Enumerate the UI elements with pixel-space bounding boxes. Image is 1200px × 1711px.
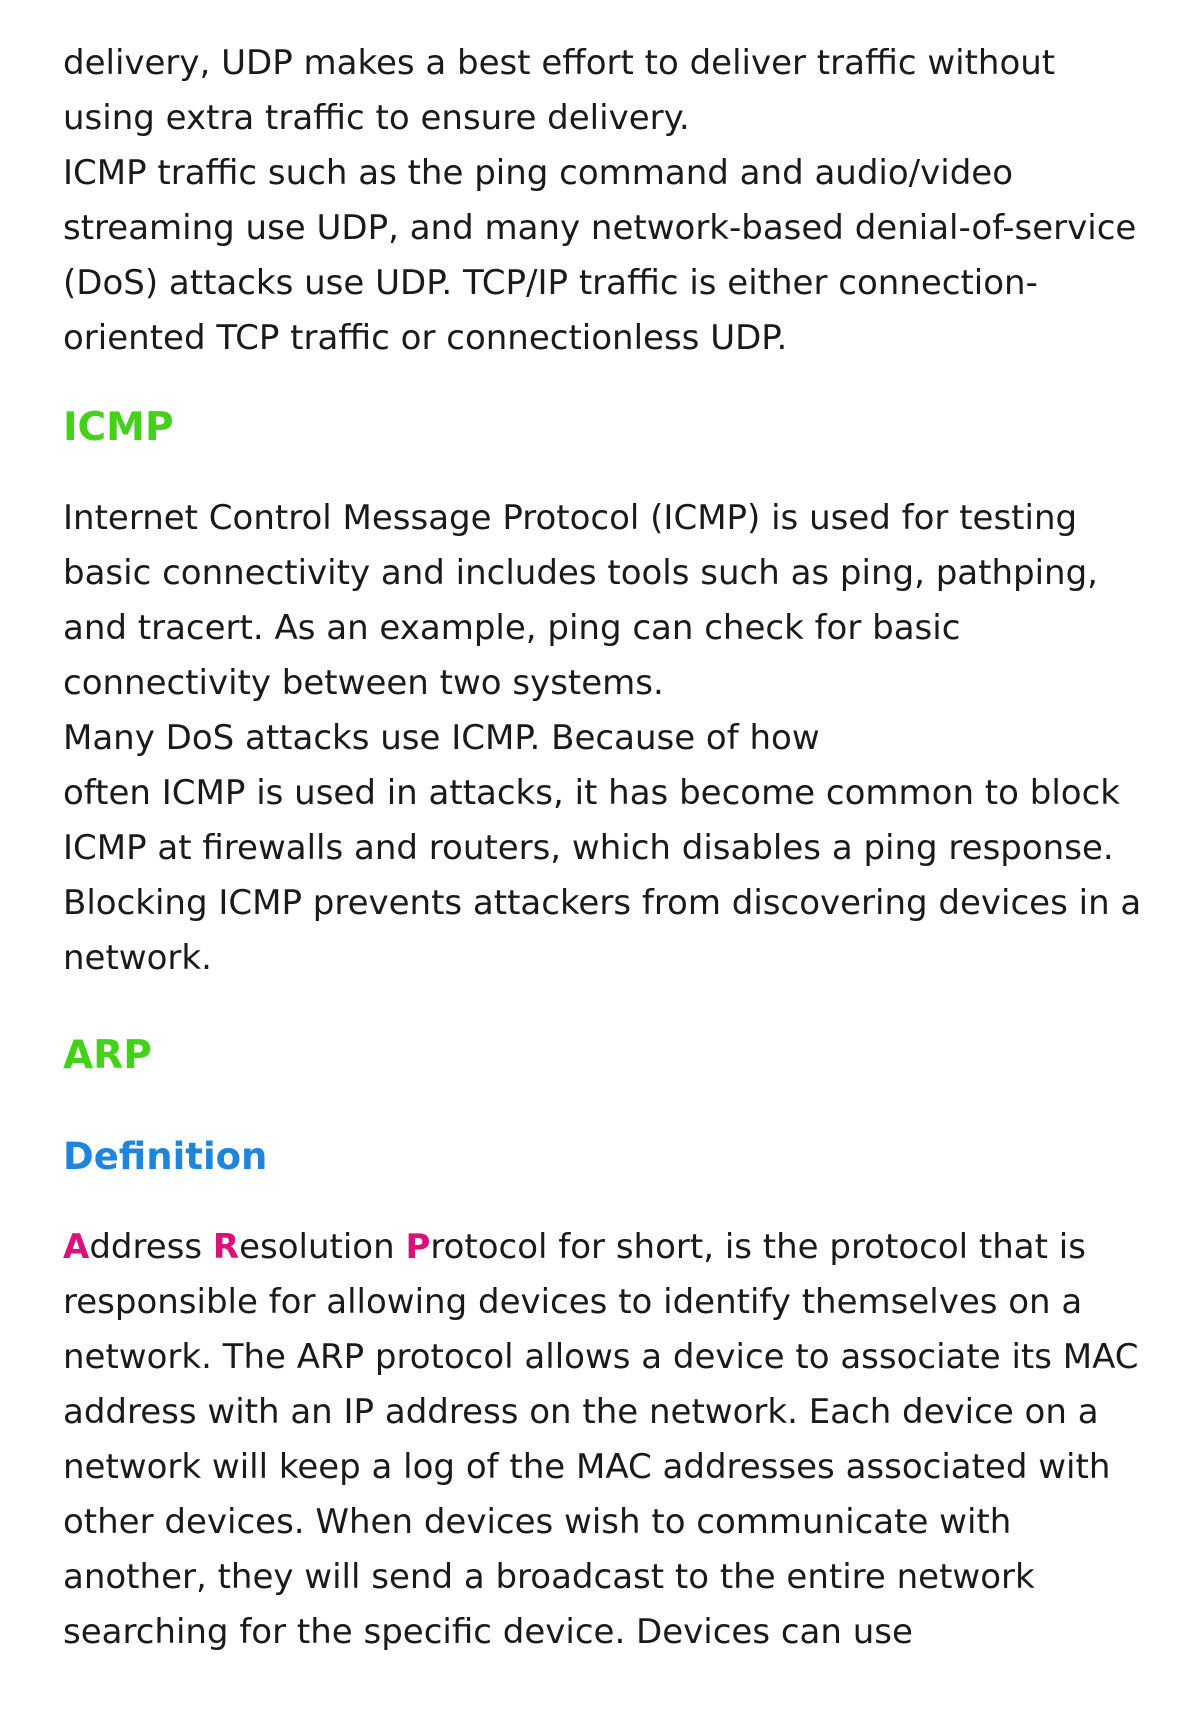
acronym-letter-r: R — [212, 1227, 240, 1267]
arp-heading: ARP — [63, 1033, 152, 1078]
text-line: network. The ARP protocol allows a device to associate its MAC — [63, 1337, 1139, 1377]
text-line: (DoS) attacks use UDP. TCP/IP traffic is either connection- — [63, 263, 1038, 303]
icmp-heading: ICMP — [63, 405, 174, 450]
text-line: delivery, UDP makes a best effort to deliver traffic without — [63, 43, 1056, 83]
arp-paragraph — [63, 1220, 1143, 1660]
text-line: often ICMP is used in attacks, it has become common to block — [63, 773, 1120, 813]
text-line: basic connectivity and includes tools such as ping, pathping, — [63, 553, 1098, 593]
text-line: Many DoS attacks use ICMP. Because of how — [63, 718, 820, 758]
udp-paragraph — [63, 36, 1143, 366]
text-line: using extra traffic to ensure delivery. — [63, 98, 690, 138]
text-line: ICMP traffic such as the ping command and audio/video — [63, 153, 1013, 193]
text-line: network. — [63, 938, 212, 978]
text-line: streaming use UDP, and many network-based denial-of-service — [63, 208, 1137, 248]
text-line: another, they will send a broadcast to the entire network — [63, 1557, 1035, 1597]
text-line: and tracert. As an example, ping can check for basic — [63, 608, 961, 648]
acronym-letter-p: P — [405, 1227, 431, 1267]
text-line-acronym — [63, 1220, 1143, 1275]
text-line: connectivity between two systems. — [63, 663, 664, 703]
text-line: network will keep a log of the MAC addresses associated with — [63, 1447, 1111, 1487]
text-fragment: esolution — [239, 1227, 406, 1267]
text-line: other devices. When devices wish to communicate with — [63, 1502, 1012, 1542]
text-line: address with an IP address on the network. Each device on a — [63, 1392, 1099, 1432]
text-line: responsible for allowing devices to identify themselves on a — [63, 1282, 1083, 1322]
text-line: Internet Control Message Protocol (ICMP) is used for testing — [63, 498, 1078, 538]
document-body — [63, 36, 1143, 1660]
text-fragment: rotocol for short, is the protocol that is — [430, 1227, 1086, 1267]
text-line: ICMP at firewalls and routers, which disables a ping response. — [63, 828, 1114, 868]
icmp-paragraph — [63, 491, 1143, 986]
acronym-letter-a: A — [63, 1227, 90, 1267]
text-line: Blocking ICMP prevents attackers from discovering devices in a — [63, 883, 1142, 923]
text-fragment: ddress — [89, 1227, 213, 1267]
text-line: searching for the specific device. Devices can use — [63, 1612, 913, 1652]
definition-subheading: Definition — [63, 1135, 268, 1178]
text-line: oriented TCP traffic or connectionless UDP. — [63, 318, 788, 358]
